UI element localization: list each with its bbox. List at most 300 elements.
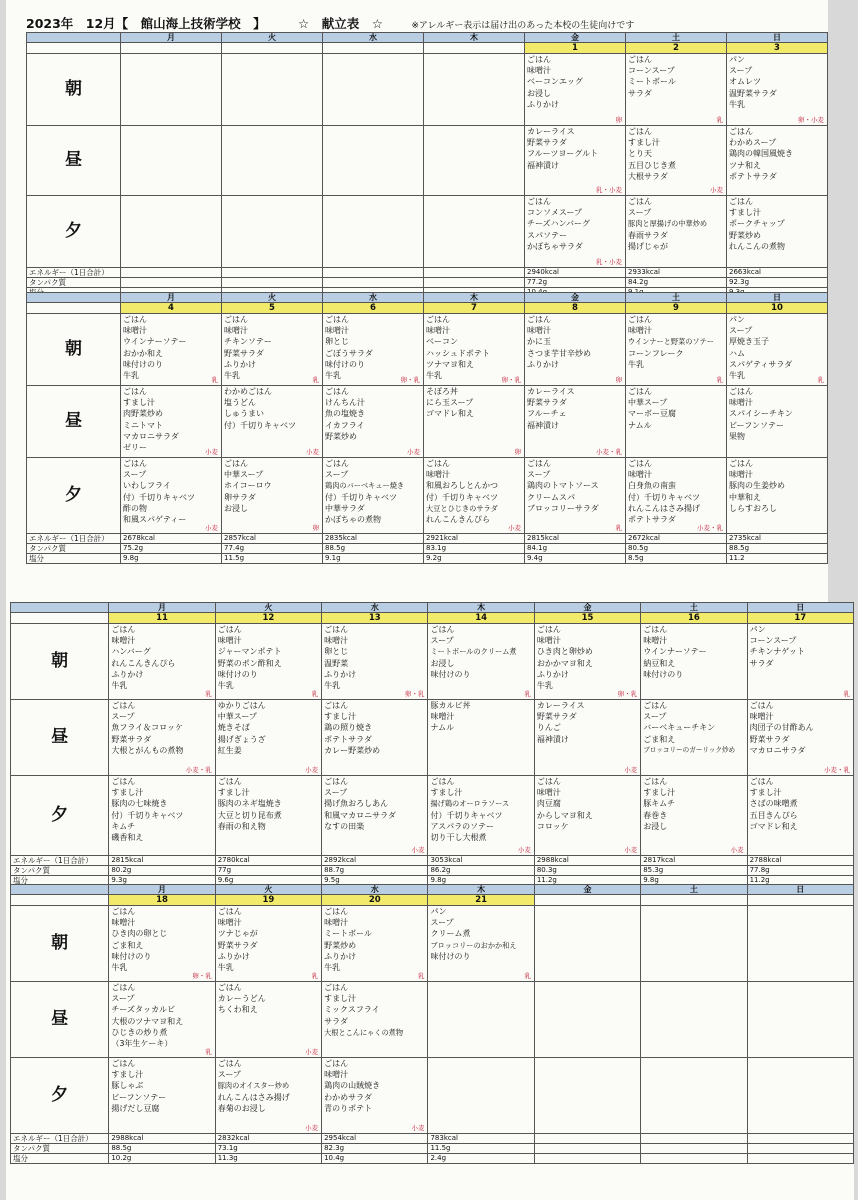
menu-items — [537, 982, 638, 1056]
menu-cell — [109, 624, 215, 700]
menu-item: 豚カルビ丼 — [430, 701, 471, 710]
day-of-week: 日 — [727, 293, 828, 303]
allergy-badge: 乳 — [311, 690, 319, 698]
menu-item: 味噌汁 — [325, 326, 349, 336]
menu-item: 和風マカロニサラダ — [324, 810, 397, 820]
menu-item: ごはん — [217, 983, 242, 992]
menu-item: 鶏肉の韓国風焼き — [729, 149, 793, 159]
allergy-badge: 小麦 — [508, 524, 521, 532]
menu-item: ごはん — [729, 197, 753, 206]
menu-cell — [322, 624, 428, 700]
menu-item: ごはん — [324, 1059, 349, 1068]
menu-item: ごはん — [123, 315, 147, 324]
menu-item: かぼちゃサラダ — [527, 241, 583, 251]
stat-value-salt: 11.2g — [747, 876, 853, 886]
stat-value-energy — [747, 1134, 853, 1144]
menu-item: ごはん — [217, 625, 242, 634]
menu-items — [643, 982, 744, 1056]
menu-items — [750, 776, 851, 854]
week-table — [10, 602, 854, 886]
stat-value-salt: 2.4g — [428, 1154, 534, 1164]
menu-item: ビーフンソテー — [729, 420, 784, 430]
menu-item: 大根とこんにゃくの煮物 — [324, 1027, 404, 1037]
menu-item: ウインナーソテー — [643, 647, 707, 657]
date-number — [121, 43, 222, 54]
menu-cell — [424, 54, 525, 126]
stat-label-salt: 塩分 — [11, 1154, 109, 1164]
menu-item: ふりかけ — [111, 669, 144, 679]
menu-item: お浸し — [643, 821, 668, 831]
menu-cell — [641, 906, 747, 982]
allergy-badge: 卵 — [514, 448, 521, 456]
allergy-badge: 乳 — [716, 376, 723, 384]
menu-item: パン — [749, 625, 766, 634]
stat-value-protein — [641, 1144, 747, 1154]
menu-cell — [626, 196, 727, 268]
allergy-badge: 小麦 — [407, 448, 420, 456]
day-of-week: 火 — [215, 603, 321, 613]
menu-item: 味噌汁 — [324, 918, 349, 928]
stat-value-energy: 2940kcal — [525, 268, 626, 278]
menu-item: ごはん — [325, 315, 349, 324]
menu-items — [729, 126, 825, 194]
menu-item: バーベキューチキン — [643, 723, 716, 733]
menu-item: ナムル — [628, 420, 652, 430]
meal-label-dinner: 夕 — [11, 776, 109, 856]
menu-item: コーンスープ — [628, 66, 675, 76]
menu-cell — [525, 314, 626, 386]
date-number: 5 — [222, 303, 323, 314]
menu-item: アスパラのソテー — [430, 821, 494, 831]
menu-cell — [109, 776, 215, 856]
menu-items — [729, 458, 825, 532]
menu-cell — [323, 458, 424, 534]
menu-item: 五目ひじき煮 — [628, 160, 676, 170]
stat-value-salt: 9.4g — [525, 554, 626, 564]
menu-item: 大根サラダ — [628, 171, 668, 181]
menu-item: スパゲティサラダ — [729, 359, 793, 369]
menu-item: ブロッコリーのガーリック炒め — [643, 745, 736, 754]
stat-value-protein: 88.5g — [323, 544, 424, 554]
menu-item: 揚げぎょうざ — [217, 734, 266, 744]
menu-item: 和風スパゲティー — [123, 515, 187, 525]
menu-item: ごはん — [628, 387, 652, 396]
stat-value-salt: 11.5g — [222, 554, 323, 564]
menu-cell — [747, 776, 853, 856]
day-of-week: 木 — [428, 603, 534, 613]
menu-items — [111, 776, 212, 854]
meal-label-breakfast: 朝 — [11, 906, 109, 982]
menu-cell — [525, 386, 626, 458]
menu-item: 牛乳 — [217, 963, 234, 973]
day-of-week: 水 — [323, 293, 424, 303]
menu-cell — [534, 776, 640, 856]
allergy-badge: 小麦 — [411, 846, 425, 854]
stat-label-energy: エネルギー（1日合計） — [11, 1134, 109, 1144]
corner-cell — [11, 885, 109, 895]
menu-items — [325, 458, 421, 532]
allergy-badge: 乳 — [211, 376, 218, 384]
allergy-badge: 小麦 — [306, 448, 319, 456]
stat-value-energy: 2933kcal — [626, 268, 727, 278]
menu-item: 味噌汁 — [111, 918, 136, 928]
corner-cell — [27, 33, 121, 43]
menu-item: ごはん — [536, 625, 561, 634]
menu-item: 味噌汁 — [643, 636, 668, 646]
menu-item: ひじきの炒り煮 — [111, 1027, 168, 1037]
stat-value-energy: 2857kcal — [222, 534, 323, 544]
menu-item: ゆかりごはん — [217, 701, 266, 710]
menu-items — [224, 458, 320, 532]
menu-item: 中華サラダ — [325, 503, 365, 513]
stat-value-energy — [121, 268, 222, 278]
menu-cell — [215, 624, 321, 700]
menu-cell — [727, 126, 828, 196]
stat-value-energy: 2832kcal — [215, 1134, 321, 1144]
menu-items — [426, 458, 522, 532]
menu-items — [430, 624, 531, 698]
menu-cell — [109, 1058, 215, 1134]
stat-value-protein: 77.8g — [747, 866, 853, 876]
menu-items — [527, 54, 623, 124]
menu-item: スープ — [430, 918, 454, 928]
stat-value-energy: 2988kcal — [534, 856, 640, 866]
menu-cell — [424, 196, 525, 268]
menu-items — [628, 126, 724, 194]
menu-item: 納豆和え — [643, 658, 676, 668]
stat-value-salt — [641, 1154, 747, 1164]
menu-cell — [322, 1058, 428, 1134]
menu-item: （3年生ケーキ） — [111, 1039, 173, 1049]
menu-item: スープ — [324, 788, 348, 798]
week-table — [26, 32, 828, 298]
stat-value-energy — [424, 268, 525, 278]
menu-item: れんこんきんぴら — [111, 658, 176, 668]
menu-item: ウインナーと野菜のソテー — [628, 337, 714, 347]
menu-item: 牛乳 — [325, 371, 341, 381]
menu-item: 揚げじゃが — [628, 241, 668, 251]
stat-value-protein — [121, 278, 222, 288]
menu-item: ごはん — [111, 625, 136, 634]
menu-item: 味噌汁 — [527, 326, 551, 336]
menu-item: すまし汁 — [729, 208, 761, 218]
menu-items — [224, 314, 320, 384]
menu-item: ごはん — [643, 625, 668, 634]
menu-item: 豚しゃぶ — [111, 1081, 144, 1091]
menu-item: ごはん — [536, 777, 561, 786]
stat-value-salt: 11.2 — [727, 554, 828, 564]
allergy-badge: 卵 — [615, 376, 622, 384]
menu-cell — [424, 386, 525, 458]
stat-value-energy: 2892kcal — [322, 856, 428, 866]
stat-value-protein: 80.2g — [109, 866, 215, 876]
menu-item: ふりかけ — [324, 951, 357, 961]
menu-cell — [626, 126, 727, 196]
day-of-week: 水 — [323, 33, 424, 43]
menu-item: ごはん — [324, 625, 349, 634]
menu-items — [324, 1058, 425, 1132]
menu-item: ごはん — [643, 701, 668, 710]
menu-item: さつま芋甘辛炒め — [527, 348, 591, 358]
menu-items — [537, 624, 638, 698]
menu-item: お浸し — [527, 88, 551, 98]
menu-item: 魚の塩焼き — [325, 409, 365, 419]
date-number — [424, 43, 525, 54]
menu-item: 福神漬け — [536, 734, 569, 744]
menu-item: スパイシーチキン — [729, 409, 793, 419]
menu-item: 青のりポテト — [324, 1103, 373, 1113]
stat-value-salt — [747, 1154, 853, 1164]
menu-item: 味付けのり — [430, 951, 471, 961]
day-of-week: 月 — [121, 293, 222, 303]
allergy-badge: 乳 — [615, 524, 622, 532]
meal-label-lunch: 昼 — [27, 386, 121, 458]
stat-value-salt: 9.8g — [121, 554, 222, 564]
allergy-badge: 卵 — [312, 524, 319, 532]
menu-cell — [121, 54, 222, 126]
stat-value-protein: 80.3g — [534, 866, 640, 876]
menu-item: 味噌汁 — [430, 712, 455, 722]
menu-item: 大豆と切り昆布煮 — [217, 810, 282, 820]
menu-item: オムレツ — [729, 77, 761, 87]
menu-item: 付）千切りキャベツ — [123, 492, 195, 502]
menu-item: りんご — [536, 723, 561, 733]
menu-items — [527, 196, 623, 266]
day-of-week: 日 — [747, 603, 853, 613]
menu-item: 野菜炒め — [324, 940, 357, 950]
menu-cell — [534, 982, 640, 1058]
menu-item: コンソメスープ — [527, 208, 583, 218]
menu-items — [111, 700, 212, 774]
stat-value-salt: 9.3g — [109, 876, 215, 886]
day-of-week: 月 — [109, 603, 215, 613]
menu-item: 牛乳 — [426, 371, 442, 381]
menu-item: 牛乳 — [324, 681, 341, 691]
menu-item: 大根のツナマヨ和え — [111, 1016, 184, 1026]
stat-value-salt: 9.8g — [428, 876, 534, 886]
date-number: 6 — [323, 303, 424, 314]
menu-item: ミートボール — [628, 77, 676, 87]
menu-cell — [222, 386, 323, 458]
menu-item: ふりかけ — [527, 99, 559, 109]
stat-value-protein: 84.2g — [626, 278, 727, 288]
stat-value-energy — [323, 268, 424, 278]
menu-item: 付）千切りキャベツ — [224, 420, 296, 430]
menu-items — [628, 196, 724, 266]
menu-item: 鶏の照り焼き — [324, 723, 373, 733]
menu-cell — [428, 906, 534, 982]
menu-items — [750, 1058, 851, 1132]
menu-item: 味噌汁 — [224, 326, 248, 336]
stat-value-protein — [747, 1144, 853, 1154]
menu-item: 味噌汁 — [536, 636, 561, 646]
stat-value-energy — [534, 1134, 640, 1144]
day-of-week: 木 — [428, 885, 534, 895]
day-of-week: 月 — [109, 885, 215, 895]
menu-item: ブロッコリーサラダ — [527, 503, 599, 513]
day-of-week: 金 — [534, 603, 640, 613]
menu-item: すまし汁 — [217, 788, 250, 798]
menu-item: 牛乳 — [729, 371, 745, 381]
menu-items — [729, 54, 825, 124]
menu-item: すまし汁 — [749, 788, 782, 798]
menu-items — [224, 386, 320, 456]
menu-items — [527, 386, 623, 456]
menu-item: 味噌汁 — [217, 918, 242, 928]
menu-item: すまし汁 — [430, 788, 463, 798]
menu-cell — [428, 1058, 534, 1134]
allergy-badge: 小麦 — [411, 1124, 425, 1132]
menu-items — [430, 700, 531, 774]
menu-items — [325, 386, 421, 456]
menu-item: ミートボール — [324, 929, 372, 939]
menu-cell — [534, 700, 640, 776]
menu-item: 豚肉のオイスター炒め — [217, 1081, 290, 1091]
menu-item: さばの味噌煮 — [749, 799, 798, 809]
meal-label-lunch: 昼 — [11, 982, 109, 1058]
menu-sheet-page-1 — [6, 0, 828, 602]
menu-item: ひき肉の卵とじ — [111, 929, 168, 939]
menu-item: ごはん — [628, 55, 652, 64]
menu-item: 味噌汁 — [527, 66, 551, 76]
menu-item: わかめスープ — [729, 138, 777, 148]
allergy-badge: 小麦・乳 — [596, 448, 622, 456]
day-of-week: 水 — [322, 885, 428, 895]
allergy-badge: 小麦 — [624, 846, 638, 854]
menu-cell — [525, 458, 626, 534]
allergy-badge: 卵・乳 — [192, 972, 212, 980]
menu-items — [218, 1058, 319, 1132]
menu-items — [537, 700, 638, 774]
date-number: 13 — [322, 613, 428, 624]
menu-item: 味噌汁 — [324, 1070, 349, 1080]
menu-item: チーズハンバーグ — [527, 219, 591, 229]
menu-item: スパソテー — [527, 230, 567, 240]
menu-items — [643, 1058, 744, 1132]
menu-item: 大豆とひじきのサラダ — [426, 503, 498, 513]
menu-item: 味付けのり — [325, 359, 365, 369]
menu-cell — [323, 54, 424, 126]
menu-item: ふりかけ — [536, 669, 569, 679]
corner-cell — [11, 895, 109, 906]
menu-item: 付）千切りキャベツ — [111, 810, 184, 820]
week-table — [26, 292, 828, 564]
menu-item: ゴマドレ和え — [426, 409, 474, 419]
menu-item: スープ — [430, 636, 454, 646]
menu-cell — [121, 458, 222, 534]
stat-label-protein: タンパク質 — [27, 544, 121, 554]
menu-item: 牛乳 — [536, 681, 553, 691]
menu-items — [111, 1058, 212, 1132]
day-of-week: 木 — [424, 33, 525, 43]
allergy-badge: 乳 — [716, 116, 723, 124]
stat-value-protein: 80.5g — [626, 544, 727, 554]
menu-item: ごはん — [749, 777, 774, 786]
menu-items — [123, 196, 219, 266]
menu-item: ごはん — [628, 197, 652, 206]
menu-item: おかか和え — [123, 348, 163, 358]
menu-item: スープ — [527, 470, 551, 480]
date-number: 15 — [534, 613, 640, 624]
day-of-week: 火 — [222, 33, 323, 43]
menu-item: お浸し — [224, 503, 248, 513]
menu-items — [224, 196, 320, 266]
menu-item: 果物 — [729, 431, 745, 441]
menu-item: ごはん — [643, 777, 668, 786]
menu-item: 春巻き — [643, 810, 668, 820]
allergy-badge: 小麦・乳 — [824, 766, 850, 774]
menu-item: ポテトサラダ — [729, 171, 777, 181]
menu-items — [729, 314, 825, 384]
menu-cell — [626, 386, 727, 458]
menu-item: 牛乳 — [217, 681, 234, 691]
allergy-badge: 卵・乳 — [617, 690, 638, 698]
menu-cell — [121, 386, 222, 458]
stat-value-energy: 2735kcal — [727, 534, 828, 544]
menu-item: サラダ — [749, 658, 774, 668]
stat-value-energy — [222, 268, 323, 278]
menu-cell — [121, 314, 222, 386]
menu-item: 味噌汁 — [729, 470, 753, 480]
menu-item: 味噌汁 — [628, 326, 652, 336]
menu-item: マカロニサラダ — [123, 431, 179, 441]
menu-cell — [727, 54, 828, 126]
menu-item: フルーツヨーグルト — [527, 149, 599, 159]
menu-items — [430, 776, 531, 854]
menu-item: 和風おろしとんかつ — [426, 481, 498, 491]
menu-cell — [641, 624, 747, 700]
stat-value-protein: 75.2g — [121, 544, 222, 554]
menu-item: ごはん — [325, 387, 349, 396]
menu-item: 付）千切りキャベツ — [628, 492, 700, 502]
stat-value-protein — [222, 278, 323, 288]
menu-item: ごはん — [628, 315, 652, 324]
menu-item: スープ — [729, 66, 753, 76]
menu-item: 豚肉の七味焼き — [111, 799, 168, 809]
stat-value-salt: 11.2g — [534, 876, 640, 886]
menu-cell — [323, 314, 424, 386]
menu-cell — [641, 700, 747, 776]
menu-item: 付）千切りキャベツ — [325, 492, 397, 502]
menu-item: ナムル — [430, 723, 455, 733]
day-of-week: 月 — [121, 33, 222, 43]
menu-cell — [626, 54, 727, 126]
stat-label-energy: エネルギー（1日合計） — [27, 534, 121, 544]
stat-value-energy: 2921kcal — [424, 534, 525, 544]
menu-item: サラダ — [324, 1016, 349, 1026]
allergy-badge: 小麦 — [730, 846, 744, 854]
allergy-badge: 卵・乳 — [400, 376, 420, 384]
allergy-badge: 小麦 — [517, 846, 531, 854]
title-year-month: 2023年 12月【 館山海上技術学校 】 — [26, 16, 266, 31]
menu-item: 中華スープ — [217, 712, 257, 722]
date-number — [747, 895, 853, 906]
menu-item: 卵とじ — [324, 647, 349, 657]
menu-item: パン — [430, 907, 447, 916]
menu-cell — [322, 776, 428, 856]
menu-item: ごはん — [324, 701, 349, 710]
menu-item: 味噌汁 — [123, 326, 147, 336]
menu-item: 野菜サラダ — [536, 712, 577, 722]
menu-item: ごはん — [430, 625, 455, 634]
menu-item: ふりかけ — [217, 951, 250, 961]
menu-item: ジャーマンポテト — [217, 647, 282, 657]
menu-item: しらすおろし — [729, 503, 777, 513]
menu-item: マーボー豆腐 — [628, 409, 676, 419]
menu-item: コロッケ — [536, 821, 569, 831]
menu-item: ごぼうサラダ — [325, 348, 373, 358]
date-number: 16 — [641, 613, 747, 624]
